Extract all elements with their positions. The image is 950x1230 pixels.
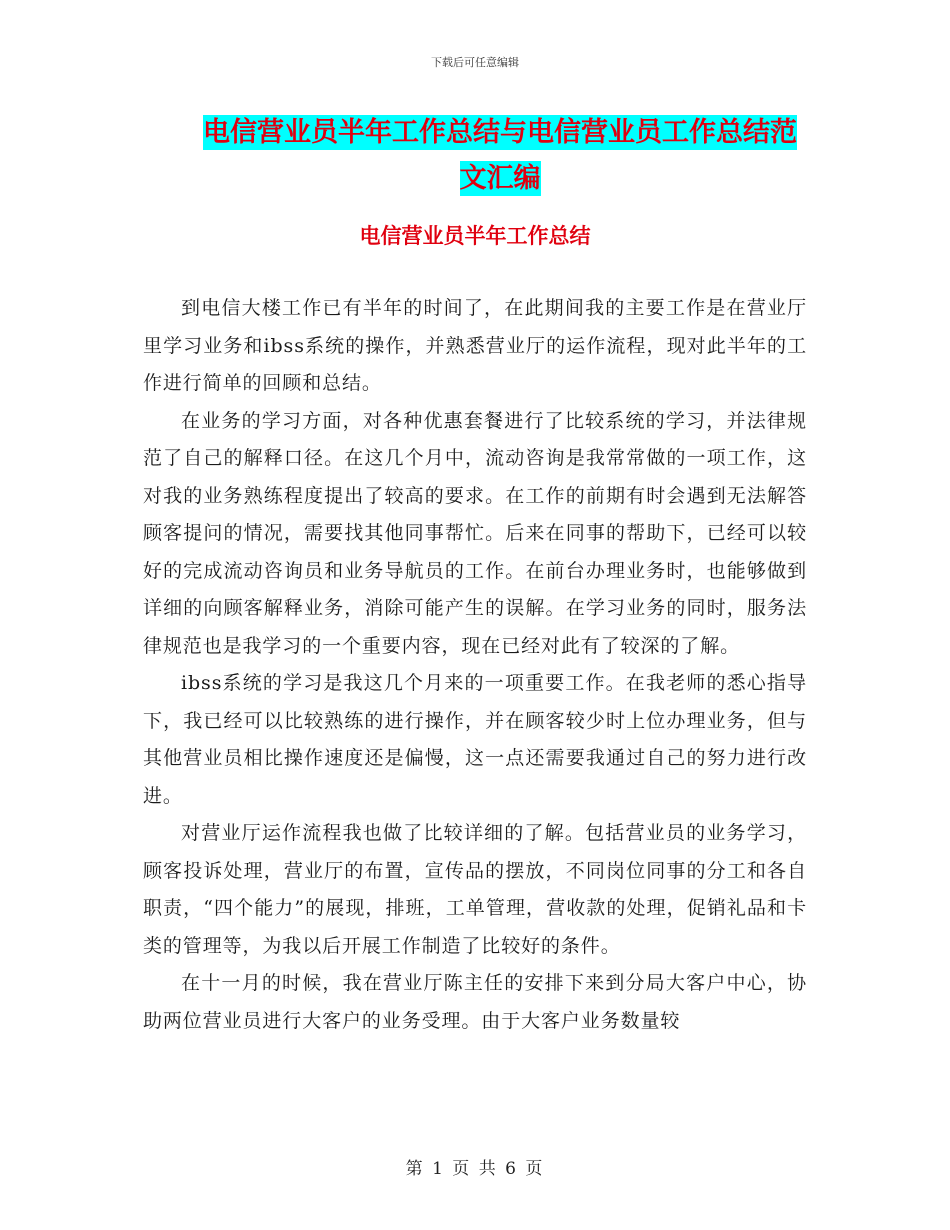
header-note: 下载后可任意编辑 (431, 56, 519, 69)
page-number: 第 1 页 共 6 页 (405, 1159, 545, 1179)
paragraph: 对营业厅运作流程我也做了比较详细的了解。包括营业员的业务学习，顾客投诉处理，营业厅的布置，宣传品的摆放，不同岗位同事的分工和各自职责，“四个能力”的展现，排班，工单管理，营收款的处理，促销礼品和卡类的管理等，为我以后开展工作制造了比较好的条件。 (143, 822, 807, 957)
document-title-text: 电信营业员半年工作总结与电信营业员工作总结范文汇编 (203, 117, 797, 194)
paragraph: 在业务的学习方面，对各种优惠套餐进行了比较系统的学习，并法律规范了自己的解释口径。在这几个月中，流动咨询是我常常做的一项工作，这对我的业务熟练程度提出了较高的要求。在工作的前期有时会遇到无法解答顾客提问的情况，需要找其他同事帮忙。后来在同事的帮助下，已经可以较好的完成流动咨询员和业务导航员的工作。在前台办理业务时，也能够做到详细的向顾客解释业务，消除可能产生的误解。在学习业务的同时，服务法律规范也是我学习的一个重要内容，现在已经对此有了较深的了解。 (143, 409, 807, 657)
section-title: 电信营业员半年工作总结 (359, 224, 591, 248)
paragraph: ibss系统的学习是我这几个月来的一项重要工作。在我老师的悉心指导下，我已经可以比较熟练的进行操作，并在顾客较少时上位办理业务，但与其他营业员相比操作速度还是偏慢，这一点还需要我通过自己的努力进行改进。 (143, 672, 807, 807)
document-body (143, 290, 807, 1040)
document-title (190, 110, 810, 202)
paragraph: 到电信大楼工作已有半年的时间了，在此期间我的主要工作是在营业厅里学习业务和ibss系统的操作，并熟悉营业厅的运作流程，现对此半年的工作进行简单的回顾和总结。 (143, 297, 807, 394)
paragraph: 在十一月的时候，我在营业厅陈主任的安排下来到分局大客户中心，协助两位营业员进行大客户的业务受理。由于大客户业务数量较 (143, 972, 807, 1032)
